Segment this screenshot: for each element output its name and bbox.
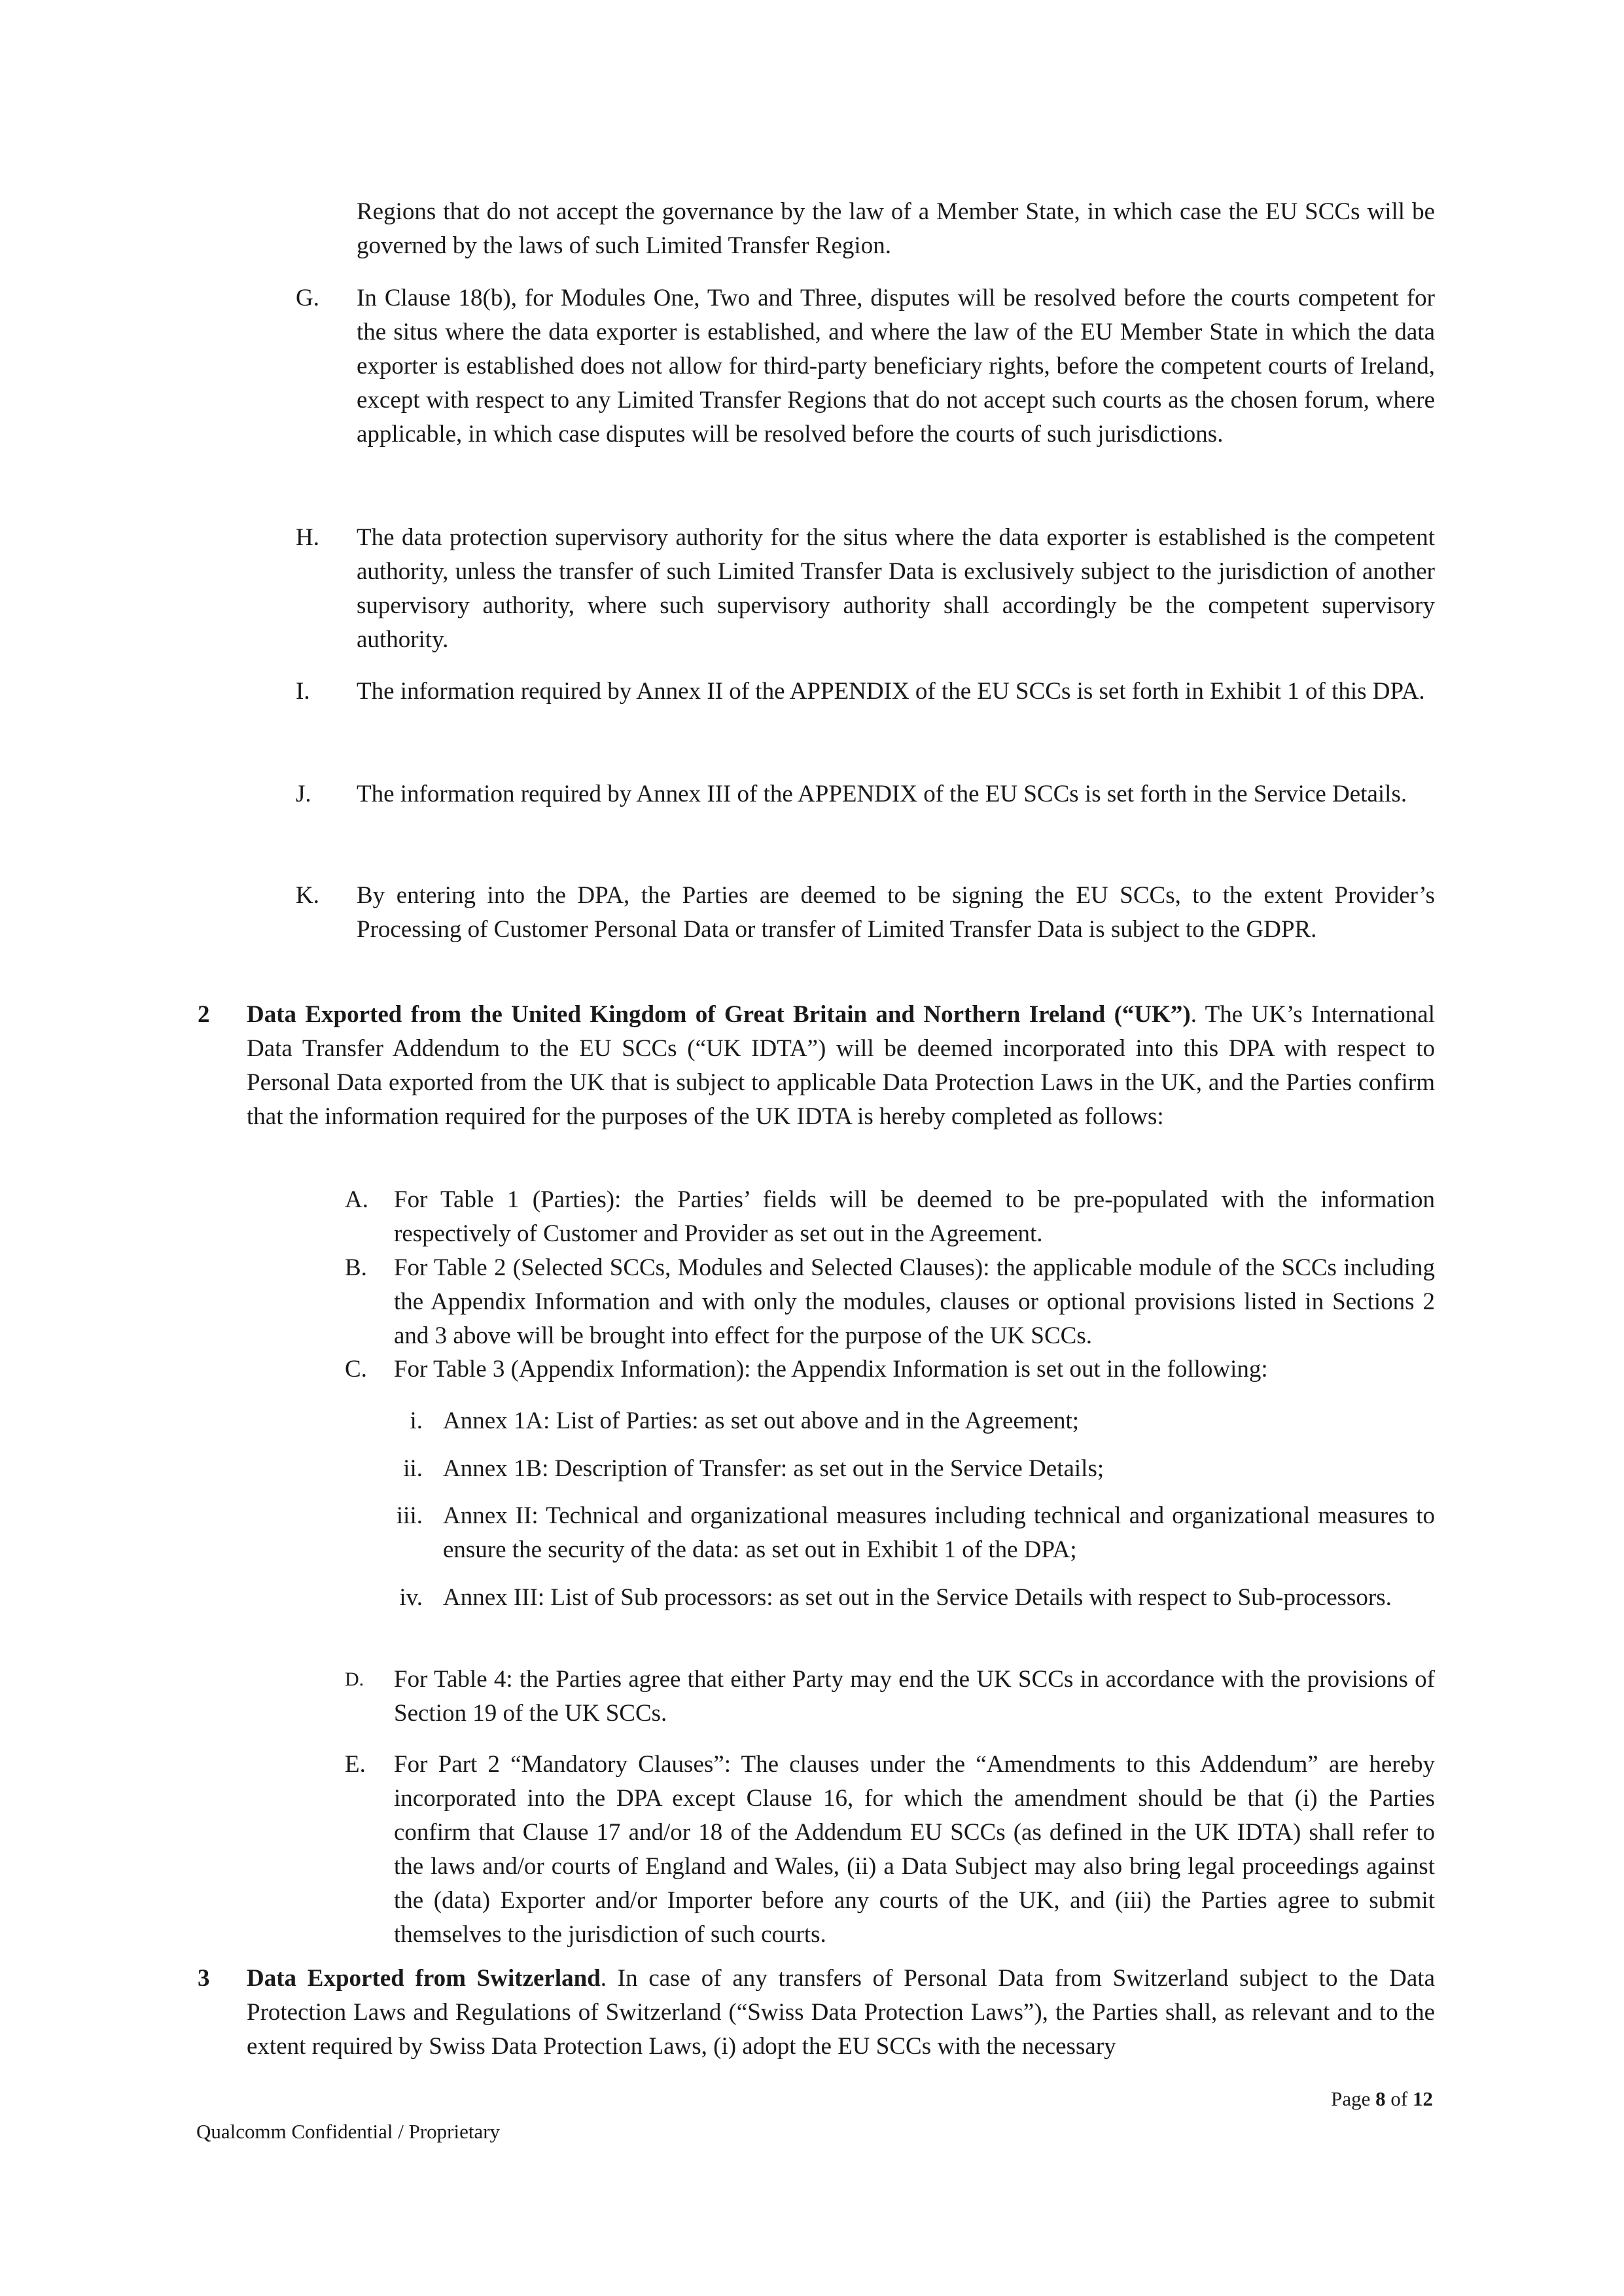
item-label-c: C. [345,1356,367,1383]
item-text-e: For Part 2 “Mandatory Clauses”: The clauses under the “Amendments to this Addendum” are hereby incorporated into the DPA except Clause 16, for which the amendment should be that (i) the Parties confirm that Clause 17 and/or 18 of the Addendum EU SCCs (as defined in the UK IDTA) shall refer to the laws and/or courts of England and Wales, (ii) a Data Subject may also bring legal proceedings against the (data) Exporter and/or Importer before any courts of the UK, and (iii) the Parties agree to submit themselves to the jurisdiction of such courts. [394,1751,1435,1948]
item-text-c: For Table 3 (Appendix Information): the Appendix Information is set out in the following: [394,1356,1268,1383]
page-prefix: Page [1331,2087,1376,2110]
item-label-j: J. [296,781,311,807]
item-text-a: For Table 1 (Parties): the Parties’ fields will be deemed to be pre-populated with the information respectively of Customer and Provider as set out in the Agreement. [394,1186,1435,1247]
confidential-notice: Qualcomm Confidential / Proprietary [196,2120,501,2143]
subitem-text-iv: Annex III: List of Sub processors: as set out in the Service Details with respect to Sub-processors. [443,1584,1392,1611]
item-text-j: The information required by Annex III of the APPENDIX of the EU SCCs is set forth in the Service Details. [357,781,1407,807]
item-label-k: K. [296,882,319,909]
page-current: 8 [1375,2087,1386,2110]
section-2-paragraph [247,998,1435,1134]
section-2-body: . The UK’s International Data Transfer Addendum to the EU SCCs (“UK IDTA”) will be deemed incorporated into this DPA with respect to Personal Data exported from the UK that is subject to applicable Data Protection Laws in the UK, and the Parties confirm that the information required for the purposes of the UK IDTA is hereby completed as follows: [247,1001,1435,1130]
section-number-3: 3 [198,1965,210,1992]
item-text-k: By entering into the DPA, the Parties are deemed to be signing the EU SCCs, to the extent Provider’s Processing of Customer Personal Data or transfer of Limited Transfer Data is subject to the GDPR. [357,882,1435,943]
section-number-2: 2 [198,1001,210,1028]
subitem-label-i: i. [410,1407,423,1434]
subitem-text-ii: Annex 1B: Description of Transfer: as set out in the Service Details; [443,1455,1104,1482]
item-text-b: For Table 2 (Selected SCCs, Modules and Selected Clauses): the applicable module of the SCCs including the Appendix Information and with only the modules, clauses or optional provisions listed in Sections 2 and 3 above will be brought into effect for the purpose of the UK SCCs. [394,1254,1435,1349]
continuation-paragraph: Regions that do not accept the governance by the law of a Member State, in which case the EU SCCs will be governed by the laws of such Limited Transfer Region. [357,198,1435,259]
item-text-i: The information required by Annex II of the APPENDIX of the EU SCCs is set forth in Exhibit 1 of this DPA. [357,678,1425,705]
item-label-h: H. [296,524,319,551]
page-total: 12 [1413,2087,1433,2110]
item-label-i: I. [296,678,310,705]
subitem-text-iii: Annex II: Technical and organizational measures including technical and organizational measures to ensure the security of the data: as set out in Exhibit 1 of the DPA; [443,1502,1435,1563]
section-3-heading: Data Exported from Switzerland [247,1965,601,1992]
subitem-label-iii: iii. [396,1502,423,1529]
item-label-g: G. [296,285,319,311]
section-2-heading: Data Exported from the United Kingdom of Great Britain and Northern Ireland (“UK”) [247,1001,1191,1028]
item-text-h: The data protection supervisory authority for the situs where the data exporter is established is the competent authority, unless the transfer of such Limited Transfer Data is exclusively subject to the jurisdiction of another supervisory authority, where such supervisory authority shall accordingly be the competent supervisory authority. [357,524,1435,653]
page-of: of [1385,2087,1413,2110]
item-label-e: E. [345,1751,366,1778]
item-text-g: In Clause 18(b), for Modules One, Two and Three, disputes will be resolved before the courts competent for the situs where the data exporter is established, and where the law of the EU Member State in which the data exporter is established does not allow for third-party beneficiary rights, before the competent courts of Ireland, except with respect to any Limited Transfer Regions that do not accept such courts as the chosen forum, where applicable, in which case disputes will be resolved before the courts of such jurisdictions. [357,285,1435,448]
section-3-paragraph [247,1962,1435,2064]
page-number [1269,2086,1433,2112]
subitem-label-ii: ii. [403,1455,423,1482]
subitem-text-i: Annex 1A: List of Parties: as set out above and in the Agreement; [443,1407,1080,1434]
item-label-b: B. [345,1254,367,1281]
item-text-d: For Table 4: the Parties agree that either Party may end the UK SCCs in accordance with the provisions of Section 19 of the UK SCCs. [394,1666,1435,1727]
section-3-body: . In case of any transfers of Personal Data from Switzerland subject to the Data Protection Laws and Regulations of Switzerland (“Swiss Data Protection Laws”), the Parties shall, as relevant and to the extent required by Swiss Data Protection Laws, (i) adopt the EU SCCs with the necessary [247,1965,1436,2060]
subitem-label-iv: iv. [399,1584,423,1611]
item-label-d: D. [345,1669,364,1690]
item-label-a: A. [345,1186,368,1213]
